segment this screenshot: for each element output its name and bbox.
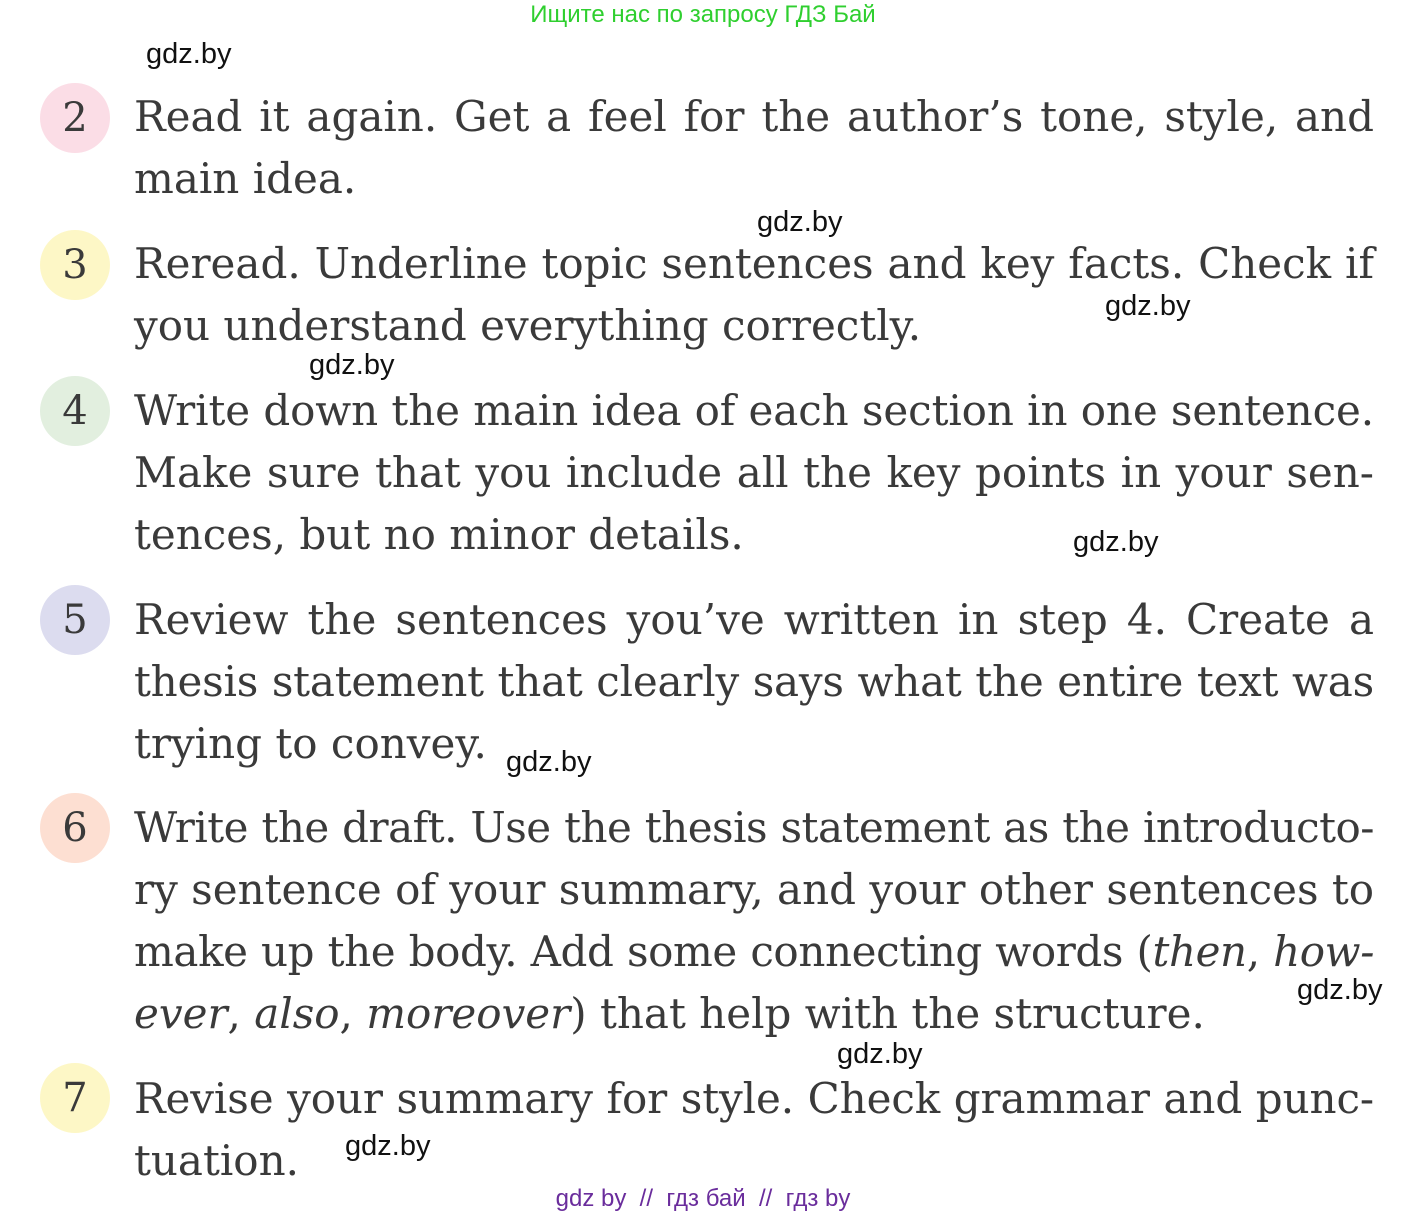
step-number-badge: 4 (40, 376, 110, 446)
step-number-badge: 6 (40, 793, 110, 863)
watermark: gdz.by (757, 206, 843, 238)
text-line: Review the sentences you’ve written in step 4. Create a (134, 595, 1374, 644)
step-text (134, 797, 1374, 1045)
italic-word-also: also (254, 989, 340, 1038)
watermark: gdz.by (345, 1130, 431, 1162)
step-number-badge: 3 (40, 230, 110, 300)
watermark: gdz.by (506, 746, 592, 778)
text-line: tuation. (134, 1136, 299, 1185)
text-line (134, 921, 1374, 983)
watermark: gdz.by (1073, 526, 1159, 558)
text-fragment: make up the body. Add some connecting words ( (134, 927, 1153, 976)
text-line: Make sure that you include all the key points in your sen- (134, 448, 1374, 497)
text-line: trying to convey. (134, 719, 487, 768)
text-line: main idea. (134, 154, 357, 203)
italic-word-however-end: ever (134, 989, 228, 1038)
step-text (134, 86, 1374, 210)
text-line: you understand everything correctly. (134, 301, 922, 350)
text-line: thesis statement that clearly says what the entire text was (134, 657, 1374, 706)
step-number-badge: 2 (40, 83, 110, 153)
watermark: gdz.by (1297, 974, 1383, 1006)
text-line: Read it again. Get a feel for the author’s tone, style, and (134, 92, 1374, 141)
step-text (134, 1068, 1374, 1192)
step-number-badge: 7 (40, 1063, 110, 1133)
watermark: gdz.by (837, 1038, 923, 1070)
text-fragment: , (227, 989, 255, 1038)
text-line (134, 983, 1374, 1045)
text-line: Reread. Underline topic sentences and key facts. Check if (134, 239, 1374, 288)
footer-links: gdz by // гдз бай // гдз by (555, 1185, 851, 1212)
text-line: Write down the main idea of each section in one sentence. (134, 386, 1374, 435)
text-fragment: , (1246, 927, 1274, 976)
italic-word-however-start: how- (1273, 927, 1374, 976)
step-text (134, 380, 1374, 566)
step-text (134, 589, 1374, 775)
italic-word-moreover: moreover (366, 989, 571, 1038)
text-fragment: , (339, 989, 367, 1038)
watermark: gdz.by (309, 349, 395, 381)
step-number-badge: 5 (40, 585, 110, 655)
watermark: gdz.by (146, 38, 232, 70)
text-fragment: ) that help with the structure. (570, 989, 1205, 1038)
text-line: tences, but no minor details. (134, 510, 744, 559)
italic-word-then: then (1152, 927, 1247, 976)
watermark: gdz.by (1105, 290, 1191, 322)
text-line: Revise your summary for style. Check grammar and punc- (134, 1074, 1374, 1123)
text-line: Write the draft. Use the thesis statement as the introducto- (134, 803, 1374, 852)
top-banner: Ищите нас по запросу ГДЗ Бай (530, 1, 876, 28)
text-line: ry sentence of your summary, and your other sentences to (134, 865, 1375, 914)
